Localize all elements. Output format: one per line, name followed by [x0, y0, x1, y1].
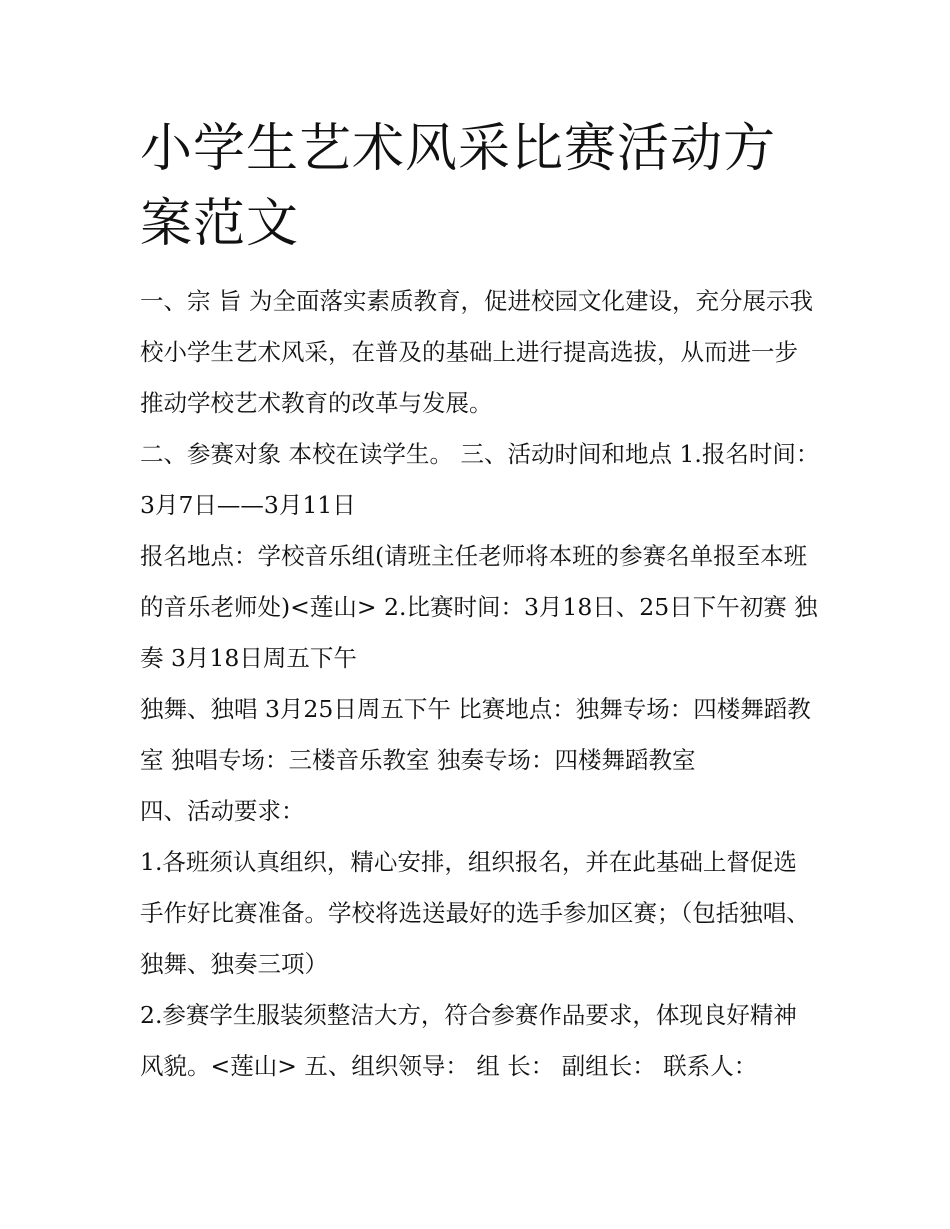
- paragraph-requirements-heading: 四、活动要求：: [140, 797, 305, 825]
- paragraph-purpose: 一、宗 旨 为全面落实素质教育，促进校园文化建设，充分展示我校小学生艺术风采，在普及的基础上进行提高选拔，从而进一步推动学校艺术教育的改革与发展。: [140, 287, 813, 417]
- document-title: 小学生艺术风采比赛活动方案范文: [140, 119, 777, 254]
- paragraph-competition-venues: 独舞、独唱 3月25日周五下午 比赛地点：独舞专场：四楼舞蹈教室 独唱专场：三楼音乐教室 独奏专场：四楼舞蹈教室: [140, 695, 811, 774]
- paragraph-registration-location: 报名地点：学校音乐组(请班主任老师将本班的参赛名单报至本班的音乐老师处)<莲山> 2.比赛时间：3月18日、25日下午初赛 独奏 3月18日周五下午: [140, 542, 818, 672]
- paragraph-requirement-1: 1.各班须认真组织，精心安排，组织报名，并在此基础上督促选手作好比赛准备。学校将选送最好的选手参加区赛；（包括独唱、独舞、独奏三项）: [140, 848, 810, 978]
- paragraph-participants-schedule: 二、参赛对象 本校在读学生。 三、活动时间和地点 1.报名时间：3月7日——3月11日: [140, 440, 820, 519]
- document-body: [140, 276, 820, 1092]
- paragraph-requirement-2: 2.参赛学生服装须整洁大方，符合参赛作品要求，体现良好精神风貌。<莲山> 五、组织领导： 组 长： 副组长： 联系人：: [140, 1001, 797, 1080]
